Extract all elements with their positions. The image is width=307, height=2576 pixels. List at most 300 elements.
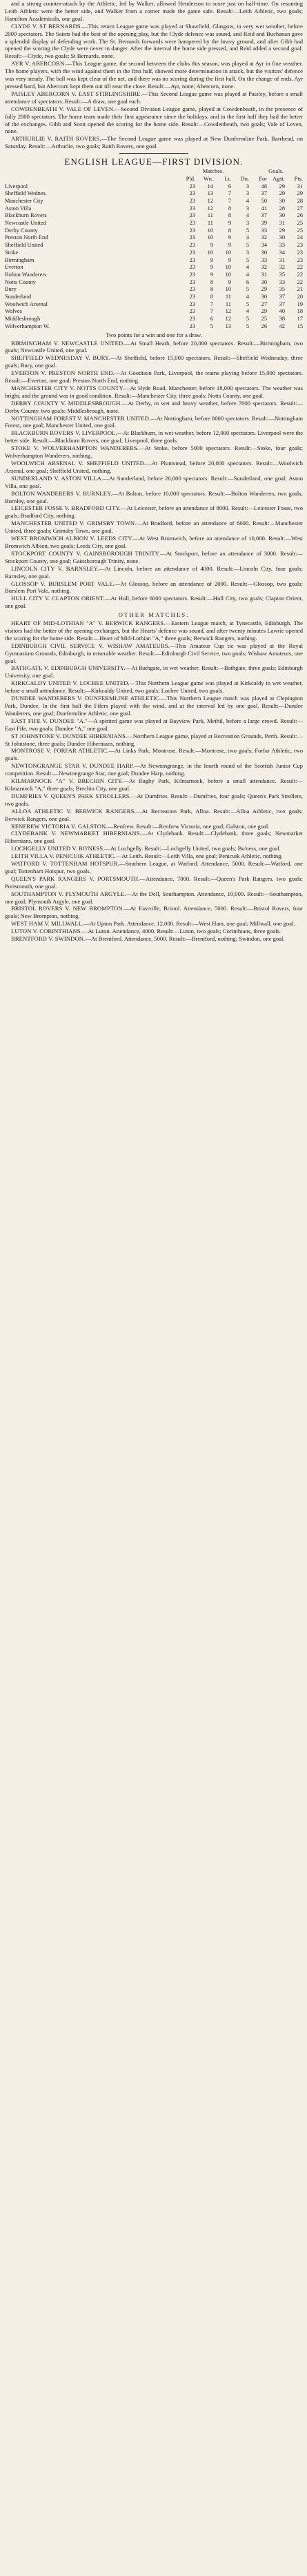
- stat-cell: 23: [297, 249, 303, 256]
- other-matches-title: OTHER MATCHES.: [118, 611, 190, 619]
- stat-cell: 37: [261, 212, 267, 219]
- stat-cell: 23: [189, 323, 195, 329]
- opening-paragraph: and a strong counter-attack by the Athletic, led by Walker, allowed Henderson to score just on half-time. On resuming Leith Athletic were the better side, and Walker from a corner made the game safe. Result:—Leith Athletic, two goals; Hamilton Academicals, one goal.: [5, 0, 303, 22]
- match-report: [5, 444, 303, 460]
- league-table-title: ENGLISH LEAGUE—FIRST DIVISION.: [64, 156, 244, 167]
- match-heading: BRENTFORD V. SWINDON.: [11, 935, 86, 943]
- match-text: —This Northern League game was played at Kirkcaldy in wet weather, before a small attendance. Result:—Kirkcaldy United, two goals; Lochee United, two goals.: [5, 679, 303, 695]
- match-report: [5, 860, 303, 875]
- match-heading: STOCKPORT COUNTY V. GAINSBOROUGH TRINITY.: [11, 549, 160, 557]
- match-report: [5, 60, 303, 90]
- league-row: [5, 205, 303, 213]
- match-report: [5, 845, 303, 852]
- match-text: —Southern League, at Watford. Attendance, 5000. Result:—Watford, one goal; Tottenham Hotspur, two goals.: [5, 860, 303, 875]
- column-header: Lt.: [224, 175, 231, 182]
- match-report: [5, 595, 303, 610]
- stat-cell: 3: [246, 249, 249, 256]
- match-heading: MONTROSE V. FORFAR ATHLETIC.: [11, 747, 109, 755]
- match-text: —At Dumfries. Result:—Dumfries, four goals; Queen's Park Strollers, two goals.: [5, 792, 304, 807]
- stat-cell: 8: [228, 205, 231, 212]
- match-heading: ALLOA ATHLETIC V. BERWICK RANGERS.: [11, 807, 136, 815]
- stat-cell: 5: [246, 286, 249, 293]
- match-report: [5, 429, 303, 444]
- match-heading: EAST FIFE V. DUNDEE "A.": [11, 717, 88, 724]
- match-text: —At Glossop, before an attendance of 2000. Result:—Glossop, two goals; Burslem Port Vale, nothing.: [5, 580, 303, 595]
- match-text: —At Stoke, before 5000 spectators. Result:—Stoke, four goals; Wolverhampton Wanderers, nothing.: [5, 444, 304, 460]
- match-heading: DUNDEE WANDERERS V. DUNFERMLINE ATHLETIC.: [11, 695, 161, 702]
- match-text: —At Blackburn, in wet weather, before 12,000 spectators. Liverpool were the better side. Result:—Blackburn Rovers, one goal; Liverpool, three goals.: [5, 429, 303, 444]
- match-report: [5, 695, 303, 717]
- match-text: —At Bathgate, in wet weather. Result:—Bathgate, three goals; Edinburgh University, one goal.: [5, 664, 303, 679]
- match-text: —At Brentford. Attendance, 5000. Result:—Brentford, nothing; Swindon, one goal.: [85, 935, 285, 943]
- stat-cell: 40: [279, 308, 285, 315]
- stat-cell: 27: [261, 300, 267, 307]
- league-row: [5, 257, 303, 265]
- match-heading: SOUTHAMPTON V. PLYMOUTH ARGYLE.: [11, 890, 126, 897]
- opening-section: [5, 0, 303, 23]
- league-row: [5, 279, 303, 287]
- league-row: [5, 316, 303, 323]
- stat-cell: 23: [189, 316, 195, 323]
- team-name: Sheffield United: [5, 242, 43, 249]
- stat-cell: 23: [189, 300, 195, 307]
- stat-cell: 3: [246, 220, 249, 227]
- match-heading: COWDENBEATH V. VALE OF LEVEN.: [11, 105, 115, 112]
- match-text: —At Newtongrange, in the fourth round of the Scottish Junior Cup competition. Result:—Newtongrange Star, one goal; Dundee Harp, nothing.: [5, 762, 303, 777]
- stat-cell: 23: [189, 205, 195, 212]
- match-report: [5, 852, 303, 860]
- match-heading: HEART OF MID-LOTHIAN "A" V. BERWICK RANGERS.: [11, 620, 166, 627]
- stat-cell: 22: [297, 264, 303, 271]
- match-report: [5, 905, 303, 920]
- stat-cell: 17: [297, 316, 303, 323]
- team-name: Blackburn Rovers: [5, 212, 47, 219]
- stat-cell: 19: [297, 300, 303, 307]
- stat-cell: 29: [261, 308, 267, 315]
- league-row: [5, 212, 303, 220]
- stat-cell: 32: [261, 264, 267, 271]
- stat-cell: 50: [261, 197, 267, 204]
- stat-cell: 13: [207, 190, 213, 197]
- match-report: [5, 490, 303, 505]
- match-report: [5, 385, 303, 400]
- team-name: Wolves: [5, 308, 22, 315]
- stat-cell: 33: [279, 278, 285, 285]
- match-heading: WATFORD V. TOTTENHAM HOTSPUR.: [11, 860, 119, 868]
- stat-cell: 22: [297, 278, 303, 285]
- match-heading: STOKE V. WOLVERHAMPTON WANDERERS.: [11, 444, 139, 452]
- stat-cell: 12: [207, 197, 213, 204]
- match-heading: SUNDERLAND V. ASTON VILLA.: [11, 474, 103, 482]
- match-report: [5, 808, 303, 823]
- stat-cell: 31: [297, 183, 303, 190]
- stat-cell: 10: [207, 249, 213, 256]
- match-text: —At Luton. Attendance, 4000. Result:—Luton, two goals; Corinthians, three goals.: [81, 928, 281, 935]
- stat-cell: 23: [189, 220, 195, 227]
- team-name: Liverpool: [5, 183, 28, 190]
- match-text: —Eastern League match, at Tynecastle, Edinburgh. The visitors had the better of the opening exchanges, but the Hearts' defence was sound, and after twenty minutes Lawrie opened the scoring for the home side. Result:—Heart of Mid-Lothian "A," three goals; Berwick Rangers, nothing.: [5, 620, 303, 642]
- match-report: [5, 105, 303, 136]
- match-report: [5, 620, 303, 642]
- stat-cell: 4: [246, 197, 249, 204]
- stat-cell: 39: [261, 220, 267, 227]
- match-text: —At Leicester, before an attendance of 8000. Result:—Leicester Fosse, two goals; Bradford City, nothing.: [5, 504, 303, 520]
- match-report: [5, 642, 303, 665]
- match-heading: BATHGATE V. EDINBURGH UNIVERSITY.: [11, 664, 126, 672]
- stat-cell: 9: [228, 242, 231, 249]
- match-heading: WOOLWICH ARSENAL V. SHEFFIELD UNITED.: [11, 460, 146, 467]
- match-report: [5, 460, 303, 475]
- stat-cell: 31: [279, 220, 285, 227]
- match-heading: WEST BROMWICH ALBION V. LEEDS CITY.: [11, 535, 133, 542]
- stat-cell: 25: [297, 227, 303, 234]
- stat-cell: 18: [297, 308, 303, 315]
- stat-cell: 6: [210, 316, 213, 323]
- column-header: Dn.: [240, 175, 249, 182]
- stat-cell: 28: [297, 197, 303, 204]
- league-row: [5, 198, 303, 205]
- stat-cell: 33: [261, 256, 267, 263]
- match-heading: DUMFRIES V. QUEEN'S PARK STROLLERS.: [11, 792, 131, 799]
- match-heading: LOCHGELLY UNITED V. BO'NESS.: [11, 845, 105, 852]
- stat-cell: 23: [189, 256, 195, 263]
- match-report: [5, 679, 303, 695]
- match-text: —At the Dell, Southampton. Attendance, 10,000. Result:—Southampton, one goal; Plymouth Argyle, one goal.: [5, 890, 303, 905]
- stat-cell: 10: [225, 249, 231, 256]
- match-report: [5, 935, 303, 943]
- league-table: [5, 168, 303, 330]
- stat-cell: 34: [279, 249, 285, 256]
- league-row: [5, 234, 303, 242]
- stat-cell: 3: [246, 183, 249, 190]
- stat-cell: 20: [297, 294, 303, 300]
- stat-cell: 29: [261, 286, 267, 293]
- match-text: —The Second League game was played at New Dunfermline Park, Barrhead, on Saturday. Result:—Arthurlie, two goals; Raith Rovers, one goal.: [5, 135, 304, 150]
- match-text: —At West Bromwich, before an attendance of 10,000. Result:—West Bromwich Albion, two goals; Leeds City, one goal.: [5, 535, 304, 549]
- match-text: —At Clydebank. Result:—Clydebank, three goals; Newmarket Hibernians, one goal.: [5, 830, 303, 845]
- match-heading: EVERTON V. PRESTON NORTH END.: [11, 369, 115, 377]
- stat-cell: 23: [189, 249, 195, 256]
- stat-cell: 10: [207, 227, 213, 234]
- stat-cell: 7: [210, 308, 213, 315]
- stat-cell: 11: [207, 220, 213, 227]
- stat-cell: 14: [207, 183, 213, 190]
- stat-cell: 23: [189, 308, 195, 315]
- stat-cell: 23: [189, 294, 195, 300]
- league-row: [5, 301, 303, 309]
- league-row: [5, 249, 303, 257]
- column-header: Pts.: [294, 175, 303, 182]
- team-name: Middlesbrough: [5, 316, 41, 323]
- stat-cell: 3: [246, 205, 249, 212]
- stat-cell: 8: [228, 227, 231, 234]
- stat-cell: 29: [297, 190, 303, 197]
- stat-cell: 13: [225, 323, 231, 329]
- match-report: [5, 504, 303, 520]
- match-text: —At Bolton, before 10,000 spectators. Result:—Bolton Wanderers, two goals; Burnley, one goal.: [5, 489, 303, 504]
- match-heading: DERBY COUNTY V. MIDDLESBROUGH.: [11, 399, 122, 407]
- scottish-results: [5, 23, 303, 150]
- match-heading: AYR V. ABERCORN.: [11, 60, 66, 68]
- match-text: —At Stockport, before an attendance of 3000. Result:—Stockport County, one goal; Gainsborough Trinity, none.: [5, 549, 303, 564]
- match-report: [5, 340, 303, 355]
- team-name: Everton: [5, 264, 23, 271]
- stat-cell: 23: [189, 190, 195, 197]
- stat-cell: 5: [246, 316, 249, 323]
- stat-cell: 30: [261, 249, 267, 256]
- stat-cell: 22: [297, 271, 303, 278]
- stat-cell: 25: [261, 316, 267, 323]
- team-column-header: [5, 176, 177, 183]
- match-text: —This Northern League match was played at Clepington Park, Dundee. In the first half the Fifers played with the wind, and at the interval led by one goal. Result:—Dundee Wanderers, one goal; Dunfermline Athletic, one goal.: [5, 695, 303, 717]
- match-report: [5, 664, 303, 679]
- stat-cell: 11: [207, 212, 213, 219]
- stat-cell: 41: [261, 205, 267, 212]
- goals-group-label: Goals.: [268, 168, 284, 175]
- league-row: [5, 294, 303, 301]
- match-text: —This Amateur Cup tie was played at the Royal Gymnasium Grounds, Edinburgh, in miserable weather. Result:—Edinburgh Civil Service, two goals; Wishaw Amateurs, one goal.: [5, 642, 303, 664]
- match-heading: KIRKCALDY UNITED V. LOCHEE UNITED.: [11, 679, 130, 687]
- match-heading: BRISTOL ROVERS V. NEW BROMPTON.: [11, 905, 124, 912]
- stat-cell: 23: [189, 212, 195, 219]
- stat-cell: 9: [210, 256, 213, 263]
- stat-cell: 31: [279, 256, 285, 263]
- match-report: [5, 875, 303, 890]
- stat-cell: 7: [210, 300, 213, 307]
- match-text: —Attendance, 7000. Result:—Queen's Park Rangers, two goals; Portsmouth, one goal.: [5, 875, 304, 890]
- stat-cell: 10: [225, 264, 231, 271]
- stat-cell: 27: [297, 205, 303, 212]
- match-report: [5, 90, 303, 105]
- match-text: —At Hyde Road, Manchester, before 18,000 spectators. The weather was bright, and the ground was in good condition. Result:—Manchester City, three goals; Notts County, one goal.: [5, 384, 304, 399]
- match-text: —At Eastville, Bristol. Attendance, 5000. Result:—Bristol Rovers, four goals; New Brompton, nothing.: [5, 905, 303, 920]
- match-heading: NEWTONGRANGE STAR V. DUNDEE HARP.: [11, 762, 135, 770]
- match-heading: PAISLEY ABERCORN V. EAST STIRLINGSHIRE.: [11, 90, 142, 97]
- match-heading: LUTON V. CORINTHIANS.: [11, 928, 82, 935]
- stat-cell: 29: [279, 190, 285, 197]
- stat-cell: 24: [297, 234, 303, 241]
- stat-cell: 4: [246, 308, 249, 315]
- match-report: [5, 369, 303, 385]
- stat-cell: 23: [189, 227, 195, 234]
- match-heading: MANCHESTER UNITED V. GRIMSBY TOWN.: [11, 520, 137, 527]
- match-text: —At Upton Park. Attendance, 12,000. Result:—West Ham, one goal; Millwall, one goal.: [83, 920, 295, 928]
- match-heading: LEICESTER FOSSE V. BRADFORD CITY.: [11, 504, 121, 512]
- stat-cell: 9: [210, 242, 213, 249]
- stat-cell: 5: [246, 227, 249, 234]
- match-report: [5, 580, 303, 595]
- match-text: —At Small Heath, before 20,000 spectators. Result:—Birmingham, two goals; Newcastle United, one goal.: [5, 339, 303, 354]
- league-column-header-row: [5, 176, 303, 183]
- stat-cell: 8: [228, 212, 231, 219]
- stat-cell: 30: [279, 234, 285, 241]
- match-text: —This return League game was played at Shawfield, Glasgow, in very wet weather, before 2000 spectators. The Saints had the best of the opening play, but the Clyde defence was sound, and Reid and Buchanan gave a splendid display of defending work. The St. Bernards forwards were hampered by the heavy ground, and after Gibb had opened the scoring the Clyde were never in danger. After the interval the home side pressed, and Reid added a second goal. Result:—Clyde, two goals; St Bernards, none.: [5, 22, 303, 60]
- match-report: [5, 793, 303, 808]
- matches-group-label: Matches.: [202, 168, 224, 175]
- section-divider: [119, 153, 188, 154]
- team-name: Sunderland: [5, 294, 32, 300]
- match-heading: BLACKBURN ROVERS V. LIVERPOOL.: [11, 429, 117, 437]
- stat-cell: 6: [228, 183, 231, 190]
- stat-cell: 5: [246, 242, 249, 249]
- match-report: [5, 520, 303, 535]
- stat-cell: 4: [246, 234, 249, 241]
- stat-cell: 3: [246, 190, 249, 197]
- stat-cell: 34: [261, 242, 267, 249]
- stat-cell: 23: [189, 183, 195, 190]
- stat-cell: 15: [297, 323, 303, 329]
- stat-cell: 37: [279, 294, 285, 300]
- stat-cell: 23: [189, 234, 195, 241]
- team-name: Notts County: [5, 278, 36, 285]
- match-report: [5, 354, 303, 369]
- column-header: Pld.: [186, 175, 195, 182]
- match-heading: EDINBURGH CIVIL SERVICE V. WISHAW AMATEURS.: [11, 642, 170, 649]
- team-name: Bury: [5, 286, 17, 293]
- stat-cell: 11: [225, 294, 231, 300]
- stat-cell: 33: [261, 227, 267, 234]
- stat-cell: 30: [279, 197, 285, 204]
- stat-cell: 4: [246, 264, 249, 271]
- league-table-body: [5, 183, 303, 331]
- stat-cell: 8: [210, 278, 213, 285]
- stat-cell: 9: [228, 256, 231, 263]
- stat-cell: 26: [297, 212, 303, 219]
- match-text: —Northern League game, played at Recreation Grounds, Perth. Result:—St Johnstone, three goals; Dundee Hibernians, nothing.: [5, 732, 303, 747]
- stat-cell: 48: [261, 183, 267, 190]
- team-name: Birmingham: [5, 256, 34, 263]
- match-report: [5, 890, 303, 906]
- match-text: —At Sunderland, before 20,000 spectators. Result:—Sunderland, one goal; Aston Villa, one goal.: [5, 474, 303, 489]
- stat-cell: 6: [246, 278, 249, 285]
- stat-cell: 26: [261, 323, 267, 329]
- stat-cell: 23: [189, 278, 195, 285]
- team-name: Sheffield Wednes.: [5, 190, 47, 197]
- stat-cell: 21: [297, 286, 303, 293]
- match-report: [5, 400, 303, 415]
- stat-cell: 4: [246, 271, 249, 278]
- match-text: —At Hull, before 6000 spectators. Result:—Hull City, two goals; Clapton Orient, one goal.: [5, 595, 304, 610]
- stat-cell: 31: [261, 271, 267, 278]
- team-name: Derby County: [5, 227, 38, 234]
- stat-cell: 9: [228, 278, 231, 285]
- stat-cell: 35: [279, 271, 285, 278]
- stat-cell: 5: [246, 300, 249, 307]
- other-matches: [5, 620, 303, 943]
- team-name: Manchester City: [5, 197, 43, 204]
- stat-cell: 23: [189, 197, 195, 204]
- stat-cell: 10: [225, 271, 231, 278]
- second-division-results: [5, 504, 303, 610]
- stat-cell: 30: [261, 294, 267, 300]
- match-report: [5, 762, 303, 777]
- match-text: —At Sheffield, before 15,000 spectators. Result:—Sheffield Wednesday, three goals; Bury, one goal.: [5, 354, 303, 369]
- stat-cell: 35: [279, 286, 285, 293]
- stat-cell: 28: [279, 205, 285, 212]
- match-report: [5, 475, 303, 490]
- stat-cell: 37: [279, 300, 285, 307]
- match-heading: GLOSSOP V. BURSLEM PORT VALE.: [11, 580, 115, 587]
- match-report: [5, 733, 303, 748]
- stat-cell: 9: [228, 234, 231, 241]
- team-name: Aston Villa: [5, 205, 32, 212]
- stat-cell: 7: [228, 190, 231, 197]
- match-heading: ARTHURLIE V. RAITH ROVERS.: [11, 135, 101, 143]
- stat-cell: 30: [261, 278, 267, 285]
- match-heading: CLYDE V. ST BERNARDS.: [11, 22, 82, 30]
- match-heading: BIRMINGHAM V. NEWCASTLE UNITED.: [11, 339, 125, 347]
- match-text: —At Bradford, before an attendance of 6000. Result:—Manchester United, three goals; Grimsby Town, one goal.: [5, 520, 304, 535]
- match-heading: LINCOLN CITY V. BARNSLEY.: [11, 564, 99, 572]
- match-text: —A spirited game was played at Bayview Park, Methil, before a large crowd. Result:—East Fife, two goals; Dundee "A," one goal.: [5, 717, 304, 732]
- team-name: Newcastle United: [5, 220, 46, 227]
- column-header: Agst.: [273, 175, 285, 182]
- match-report: [5, 415, 303, 430]
- points-note: Two points for a win and one for a draw.: [106, 331, 202, 338]
- league-row: [5, 264, 303, 272]
- match-text: —At Goodison Park, Liverpool, the teams playing before 15,000 spectators. Result:—Everton, one goal; Preston North End, nothing.: [5, 369, 303, 385]
- match-text: —At Nottingham, before 8000 spectators. Result:—Nottingham Forest, one goal; Manchester United, one goal.: [5, 414, 303, 429]
- match-text: —At Recreation Park, Alloa. Result:—Alloa Athletic, two goals; Berwick Rangers, one goal.: [5, 807, 303, 822]
- stat-cell: 37: [261, 190, 267, 197]
- match-text: —At Leith. Result:—Leith Villa, one goal; Penicuik Athletic, nothing.: [115, 852, 283, 860]
- match-text: —At Plumstead, before 20,000 spectators. Result:—Woolwich Arsenal, one goal; Sheffield United, nothing.: [5, 460, 303, 474]
- match-text: —At Lochgelly. Result:—Lochgelly United, two goals; Bo'ness, one goal.: [104, 845, 281, 852]
- league-row: [5, 323, 303, 331]
- league-row: [5, 272, 303, 279]
- stat-cell: 30: [279, 212, 285, 219]
- stat-cell: 5: [246, 256, 249, 263]
- match-heading: ST JOHNSTONE V. DUNDEE HIBERNIANS.: [11, 732, 128, 739]
- league-row: [5, 183, 303, 191]
- match-text: —Renfrew. Result:—Renfrew Victoria, one goal; Galston, one goal.: [107, 822, 270, 830]
- stat-cell: 9: [228, 220, 231, 227]
- league-row: [5, 242, 303, 249]
- english-results: [5, 340, 303, 505]
- match-text: —At Lincoln, before an attendance of 4000. Result:—Lincoln City, four goals; Barnsley, one goal.: [5, 564, 303, 580]
- stat-cell: 10: [225, 286, 231, 293]
- match-report: [5, 535, 303, 550]
- stat-cell: 7: [228, 197, 231, 204]
- league-row: [5, 308, 303, 316]
- match-report: [5, 747, 303, 762]
- column-header: For: [259, 175, 267, 182]
- stat-cell: 8: [210, 294, 213, 300]
- match-heading: HULL CITY V. CLAPTON ORIENT.: [11, 595, 105, 602]
- stat-cell: 23: [297, 256, 303, 263]
- match-text: —This Second League game was played at Paisley, before a small attendance of spectators. Result:—A draw, one goal each.: [5, 90, 303, 105]
- stat-cell: 23: [189, 271, 195, 278]
- match-report: [5, 777, 303, 793]
- stat-cell: 25: [297, 220, 303, 227]
- stat-cell: 23: [189, 242, 195, 249]
- match-heading: QUEEN'S PARK RANGERS V. PORTSMOUTH.: [11, 875, 140, 882]
- stat-cell: 4: [246, 294, 249, 300]
- stat-cell: 42: [279, 323, 285, 329]
- stat-cell: 5: [210, 323, 213, 329]
- team-name: Woolwich Arsenal: [5, 300, 48, 307]
- match-report: [5, 23, 303, 61]
- match-heading: CLYDEBANK V. NEWMARKET HIBERNIANS.: [11, 830, 141, 837]
- stat-cell: 32: [261, 234, 267, 241]
- stat-cell: 12: [207, 205, 213, 212]
- team-name: Preston North End: [5, 234, 48, 241]
- stat-cell: 8: [210, 286, 213, 293]
- stat-cell: 29: [279, 227, 285, 234]
- stat-cell: 23: [297, 242, 303, 249]
- league-row: [5, 220, 303, 227]
- stat-cell: 11: [225, 300, 231, 307]
